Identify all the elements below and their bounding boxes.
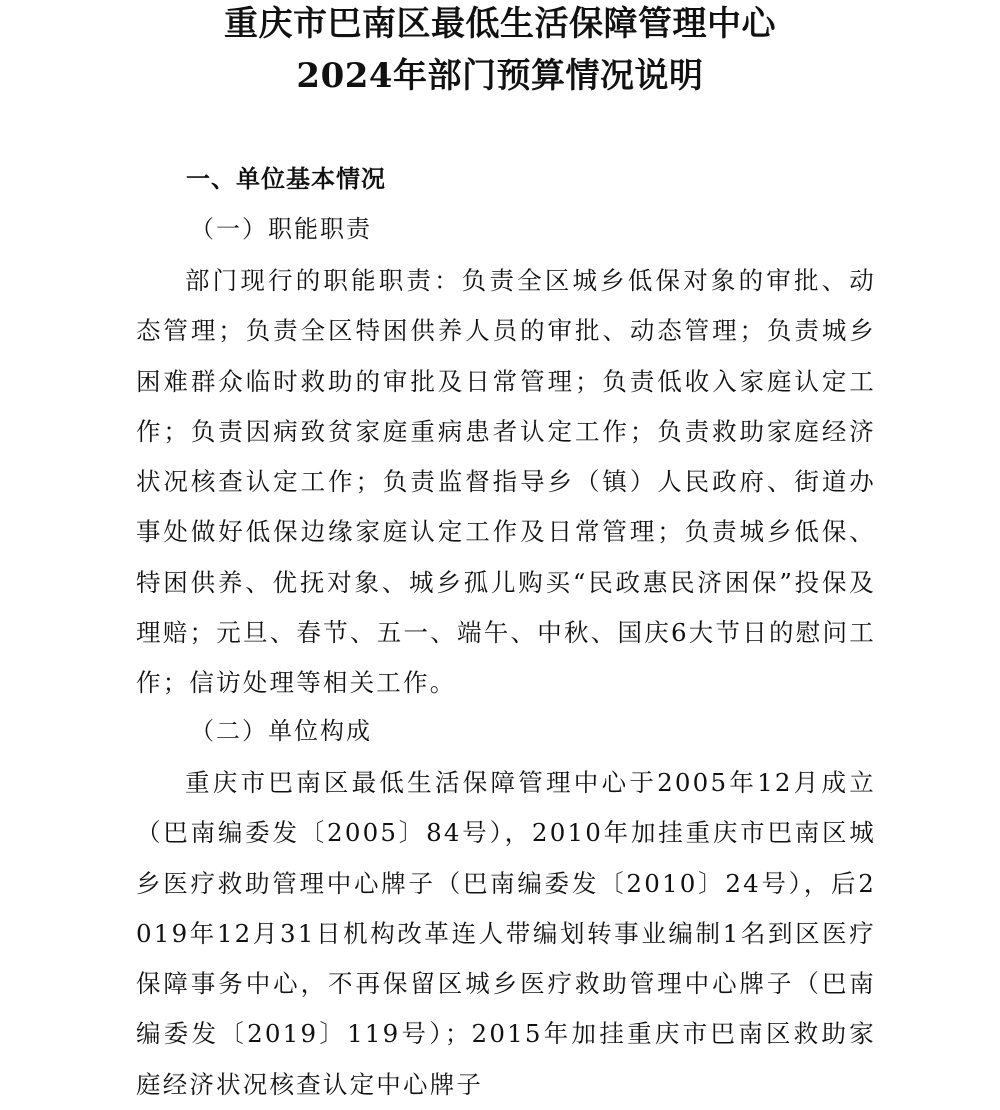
document-title-line1: 重庆市巴南区最低生活保障管理中心 xyxy=(224,4,776,44)
paragraph-duties: 部门现行的职能职责：负责全区城乡低保对象的审批、动态管理；负责全区特困供养人员的审批、动态管理；负责城乡困难群众临时救助的审批及日常管理；负责低收入家庭认定工作；负责因病致贫家庭重病患者认定工作；负责救助家庭经济状况核查认定工作；负责监督指导乡（镇）人民政府、街道办事处做好低保边缘家庭认定工作及日常管理；负责城乡低保、特困供养、优抚对象、城乡孤儿购买“民政惠民济困保”投保及理赔；元旦、春节、五一、端午、中秋、国庆6大节日的慰问工作；信访处理等相关工作。 xyxy=(136,266,876,698)
paragraph-composition: 重庆市巴南区最低生活保障管理中心于2005年12月成立（巴南编委发〔2005〕84号），2010年加挂重庆市巴南区城乡医疗救助管理中心牌子（巴南编委发〔2010〕24号），后2019年12月31日机构改革连人带编划转事业编制1名到区医疗保障事务中心，不再保留区城乡医疗救助管理中心牌子（巴南编委发〔2019〕119号）；2015年加挂重庆市巴南区救助家庭经济状况核查认定中心牌子 xyxy=(136,768,876,1099)
subsection-heading-duties: （一）职能职责 xyxy=(190,215,372,243)
section-heading-basic-info: 一、单位基本情况 xyxy=(186,165,386,193)
document-title-line2: 2024年部门预算情况说明 xyxy=(296,56,704,96)
subsection-heading-composition: （二）单位构成 xyxy=(190,717,372,745)
